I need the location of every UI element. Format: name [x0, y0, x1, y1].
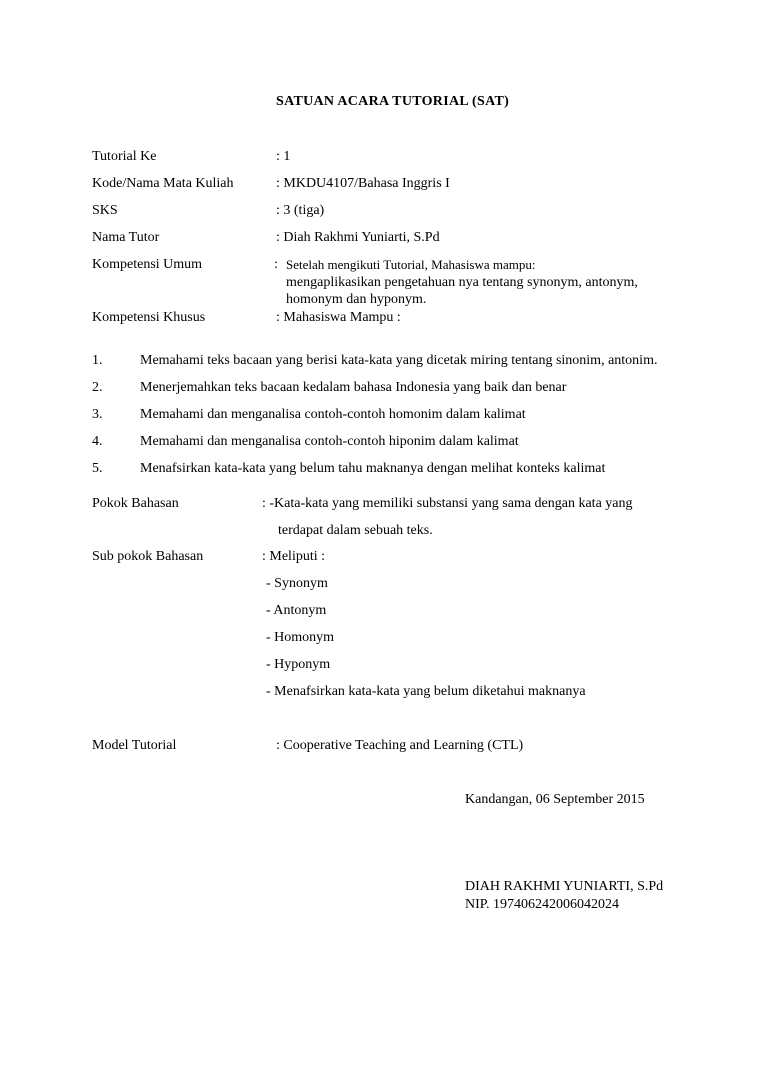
field-label-nama-tutor: Nama Tutor	[92, 230, 160, 245]
kompetensi-umum-label: Kompetensi Umum	[92, 257, 203, 272]
model-tutorial-label: Model Tutorial	[92, 738, 177, 753]
objective-text: Memahami dan menganalisa contoh-contoh hiponim dalam kalimat	[140, 434, 519, 449]
field-value-sks: : 3 (tiga)	[276, 203, 325, 218]
signatory-nip: NIP. 197406242006042024	[465, 897, 620, 912]
signatory-name: DIAH RAKHMI YUNIARTI, S.Pd	[465, 879, 664, 894]
sub-pokok-item: - Antonym	[266, 603, 327, 618]
sub-pokok-label: Sub pokok Bahasan	[92, 549, 204, 564]
field-label-tutorial-ke: Tutorial Ke	[92, 149, 157, 164]
sub-pokok-intro: : Meliputi :	[262, 549, 325, 564]
sub-pokok-item: - Homonym	[266, 630, 335, 645]
place-date: Kandangan, 06 September 2015	[465, 792, 645, 807]
document-title: SATUAN ACARA TUTORIAL (SAT)	[276, 94, 510, 109]
pokok-bahasan-label: Pokok Bahasan	[92, 496, 179, 511]
sub-pokok-item: - Hyponym	[266, 657, 331, 672]
field-value-tutorial-ke: : 1	[276, 149, 291, 164]
sub-pokok-item: - Synonym	[266, 576, 328, 591]
sub-pokok-item: - Menafsirkan kata-kata yang belum diketahui maknanya	[266, 684, 586, 699]
kompetensi-umum-colon: :	[274, 257, 278, 272]
pokok-bahasan-line-1: : -Kata-kata yang memiliki substansi yang sama dengan kata yang	[262, 496, 633, 511]
objective-number: 5.	[92, 461, 103, 476]
objective-number: 3.	[92, 407, 103, 422]
pokok-bahasan-line-2: terdapat dalam sebuah teks.	[278, 523, 433, 538]
kompetensi-umum-line-2: homonym dan hyponym.	[286, 292, 427, 307]
objective-number: 4.	[92, 434, 103, 449]
field-value-mata-kuliah: : MKDU4107/Bahasa Inggris I	[276, 176, 450, 191]
kompetensi-khusus-value: : Mahasiswa Mampu :	[276, 310, 401, 325]
objective-text: Menerjemahkan teks bacaan kedalam bahasa Indonesia yang baik dan benar	[140, 380, 567, 395]
kompetensi-umum-intro: Setelah mengikuti Tutorial, Mahasiswa mampu:	[286, 257, 536, 272]
objective-number: 2.	[92, 380, 103, 395]
objective-number: 1.	[92, 353, 103, 368]
objective-text: Memahami teks bacaan yang berisi kata-kata yang dicetak miring tentang sinonim, antonim.	[140, 353, 658, 368]
field-value-nama-tutor: : Diah Rakhmi Yuniarti, S.Pd	[276, 230, 440, 245]
field-label-mata-kuliah: Kode/Nama Mata Kuliah	[92, 176, 234, 191]
field-label-sks: SKS	[92, 203, 118, 218]
objective-text: Memahami dan menganalisa contoh-contoh homonim dalam kalimat	[140, 407, 526, 422]
kompetensi-umum-line-1: mengaplikasikan pengetahuan nya tentang synonym, antonym,	[286, 275, 638, 290]
objective-text: Menafsirkan kata-kata yang belum tahu maknanya dengan melihat konteks kalimat	[140, 461, 606, 476]
model-tutorial-value: : Cooperative Teaching and Learning (CTL)	[276, 738, 524, 753]
kompetensi-khusus-label: Kompetensi Khusus	[92, 310, 206, 325]
